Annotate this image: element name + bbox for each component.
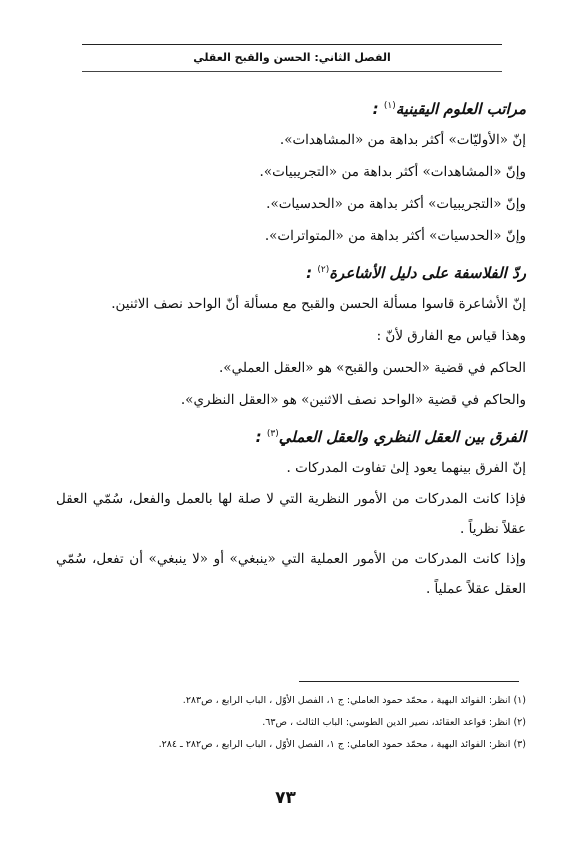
running-head: الفصل الثاني: الحسن والقبح العقلي xyxy=(82,44,502,72)
section-heading-theoretical-practical: الفرق بين العقل النظري والعقل العملي$^{(٣)}$ : xyxy=(255,428,526,446)
footnote-ref[interactable]: (٣) xyxy=(266,429,279,439)
body-line: وإنّ «الحدسيات» أكثر بداهة من «المتواترات». xyxy=(264,228,526,244)
page-body xyxy=(56,88,526,604)
body-line: وإنّ «المشاهدات» أكثر بداهة من «التجريبيات». xyxy=(259,164,526,180)
body-line: إنّ «الأوليّات» أكثر بداهة من «المشاهدات». xyxy=(279,132,526,148)
footnote-ref[interactable]: (٢) xyxy=(317,265,330,275)
footnote-3: (٣) انظر: الفوائد البهية ، محمّد حمود العاملي: ج ١، الفصل الأوّل ، الباب الرابع ، ص٢٨٢ ـ ٢٨٤. xyxy=(158,739,526,750)
body-line: إنّ الفرق بينهما يعود إلىٰ تفاوت المدركات . xyxy=(286,460,526,476)
body-line: الحاكم في قضية «الحسن والقبح» هو «العقل العملي». xyxy=(219,360,526,376)
footnote-1: (١) انظر: الفوائد البهية ، محمّد حمود العاملي: ج ١، الفصل الأوّل ، الباب الرابع ، ص٢٨٣. xyxy=(182,695,526,706)
body-paragraph: فإذا كانت المدركات من الأمور النظرية التي لا صلة لها بالعمل والفعل، سُمّي العقل عقلاً نظرياً . xyxy=(56,491,526,537)
section-heading-text: ردّ الفلاسفة على دليل الأشاعرة xyxy=(329,264,526,282)
body-line: والحاكم في قضية «الواحد نصف الاثنين» هو «العقل النظري». xyxy=(180,392,526,408)
footnote-2: (٢) انظر: قواعد العقائد، نصير الدين الطوسي: الباب الثالث ، ص٦٣. xyxy=(262,717,526,728)
section-heading-certain-knowledge: مراتب العلوم اليقينية$^{(١)}$ : xyxy=(372,100,526,118)
footnote-ref[interactable]: (١) xyxy=(383,101,396,111)
footnotes xyxy=(130,690,526,756)
page-number: ٧٣ xyxy=(275,788,296,808)
body-line: وإنّ «التجريبيات» أكثر بداهة من «الحدسيات». xyxy=(266,196,526,212)
section-heading-philosophers-reply: ردّ الفلاسفة على دليل الأشاعرة$^{(٢)}$ : xyxy=(306,264,526,282)
body-line: إنّ الأشاعرة قاسوا مسألة الحسن والقبح مع مسألة أنّ الواحد نصف الاثنين. xyxy=(111,296,526,312)
footnote-divider xyxy=(299,681,519,682)
body-line: وهذا قياس مع الفارق لأنّ : xyxy=(376,328,526,344)
section-heading-text: مراتب العلوم اليقينية xyxy=(395,100,526,118)
section-heading-text: الفرق بين العقل النظري والعقل العملي xyxy=(278,428,526,446)
body-paragraph: وإذا كانت المدركات من الأمور العملية التي «ينبغي» أو «لا ينبغي» أن تفعل، سُمّي العقل عقلاً عملياً . xyxy=(56,551,526,597)
